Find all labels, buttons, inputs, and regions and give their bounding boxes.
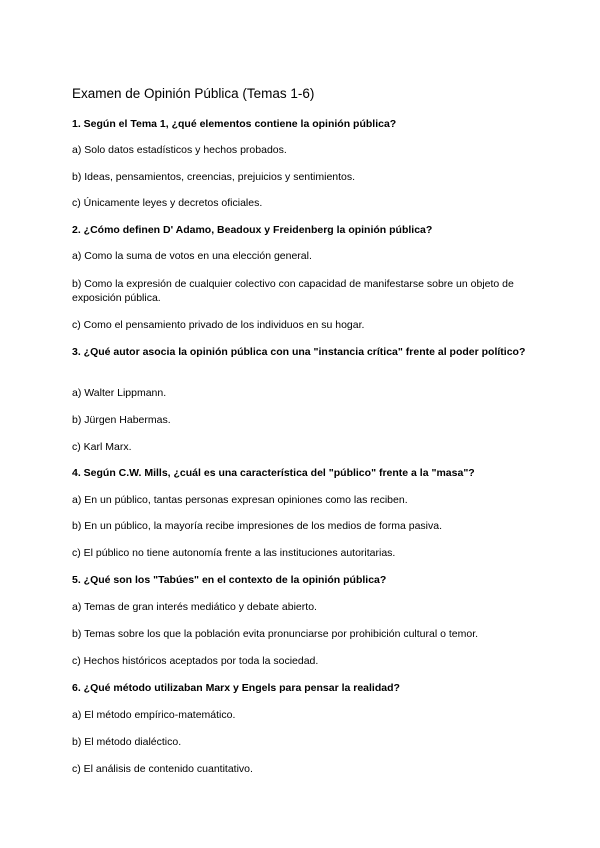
question-1: 1. Según el Tema 1, ¿qué elementos contiene la opinión pública?: [72, 118, 397, 130]
question-5-option-c: c) Hechos históricos aceptados por toda la sociedad.: [72, 655, 319, 667]
question-6-option-c: c) El análisis de contenido cuantitativo.: [72, 763, 253, 775]
question-5-option-a: a) Temas de gran interés mediático y debate abierto.: [72, 601, 317, 613]
question-3-option-c: c) Karl Marx.: [72, 441, 132, 453]
question-5-option-b: b) Temas sobre los que la población evita pronunciarse por prohibición cultural o temor.: [72, 628, 479, 640]
question-2-option-c: c) Como el pensamiento privado de los individuos en su hogar.: [72, 319, 365, 331]
question-4: 4. Según C.W. Mills, ¿cuál es una característica del "público" frente a la "masa"?: [72, 467, 475, 479]
question-1-option-a: a) Solo datos estadísticos y hechos probados.: [72, 144, 287, 156]
question-2-option-a: a) Como la suma de votos en una elección general.: [72, 250, 312, 262]
question-3: 3. ¿Qué autor asocia la opinión pública con una "instancia crítica" frente al poder político?: [72, 346, 526, 358]
question-4-option-c: c) El público no tiene autonomía frente a las instituciones autoritarias.: [72, 547, 396, 559]
question-2: 2. ¿Cómo definen D' Adamo, Beadoux y Freidenberg la opinión pública?: [72, 224, 433, 236]
question-6: 6. ¿Qué método utilizaban Marx y Engels para pensar la realidad?: [72, 682, 400, 694]
question-5: 5. ¿Qué son los "Tabúes" en el contexto de la opinión pública?: [72, 574, 387, 586]
question-6-option-b: b) El método dialéctico.: [72, 736, 182, 748]
question-2-option-b: b) Como la expresión de cualquier colectivo con capacidad de manifestarse sobre un objeto de exposición pública.: [72, 278, 514, 304]
question-4-option-b: b) En un público, la mayoría recibe impresiones de los medios de forma pasiva.: [72, 520, 443, 532]
question-3-option-a: a) Walter Lippmann.: [72, 387, 167, 399]
question-1-option-b: b) Ideas, pensamientos, creencias, prejuicios y sentimientos.: [72, 171, 356, 183]
question-1-option-c: c) Únicamente leyes y decretos oficiales.: [72, 197, 263, 209]
question-6-option-a: a) El método empírico-matemático.: [72, 709, 236, 721]
question-3-option-b: b) Jürgen Habermas.: [72, 414, 171, 426]
question-4-option-a: a) En un público, tantas personas expresan opiniones como las reciben.: [72, 494, 408, 506]
exam-title: Examen de Opinión Pública (Temas 1-6): [72, 86, 315, 101]
